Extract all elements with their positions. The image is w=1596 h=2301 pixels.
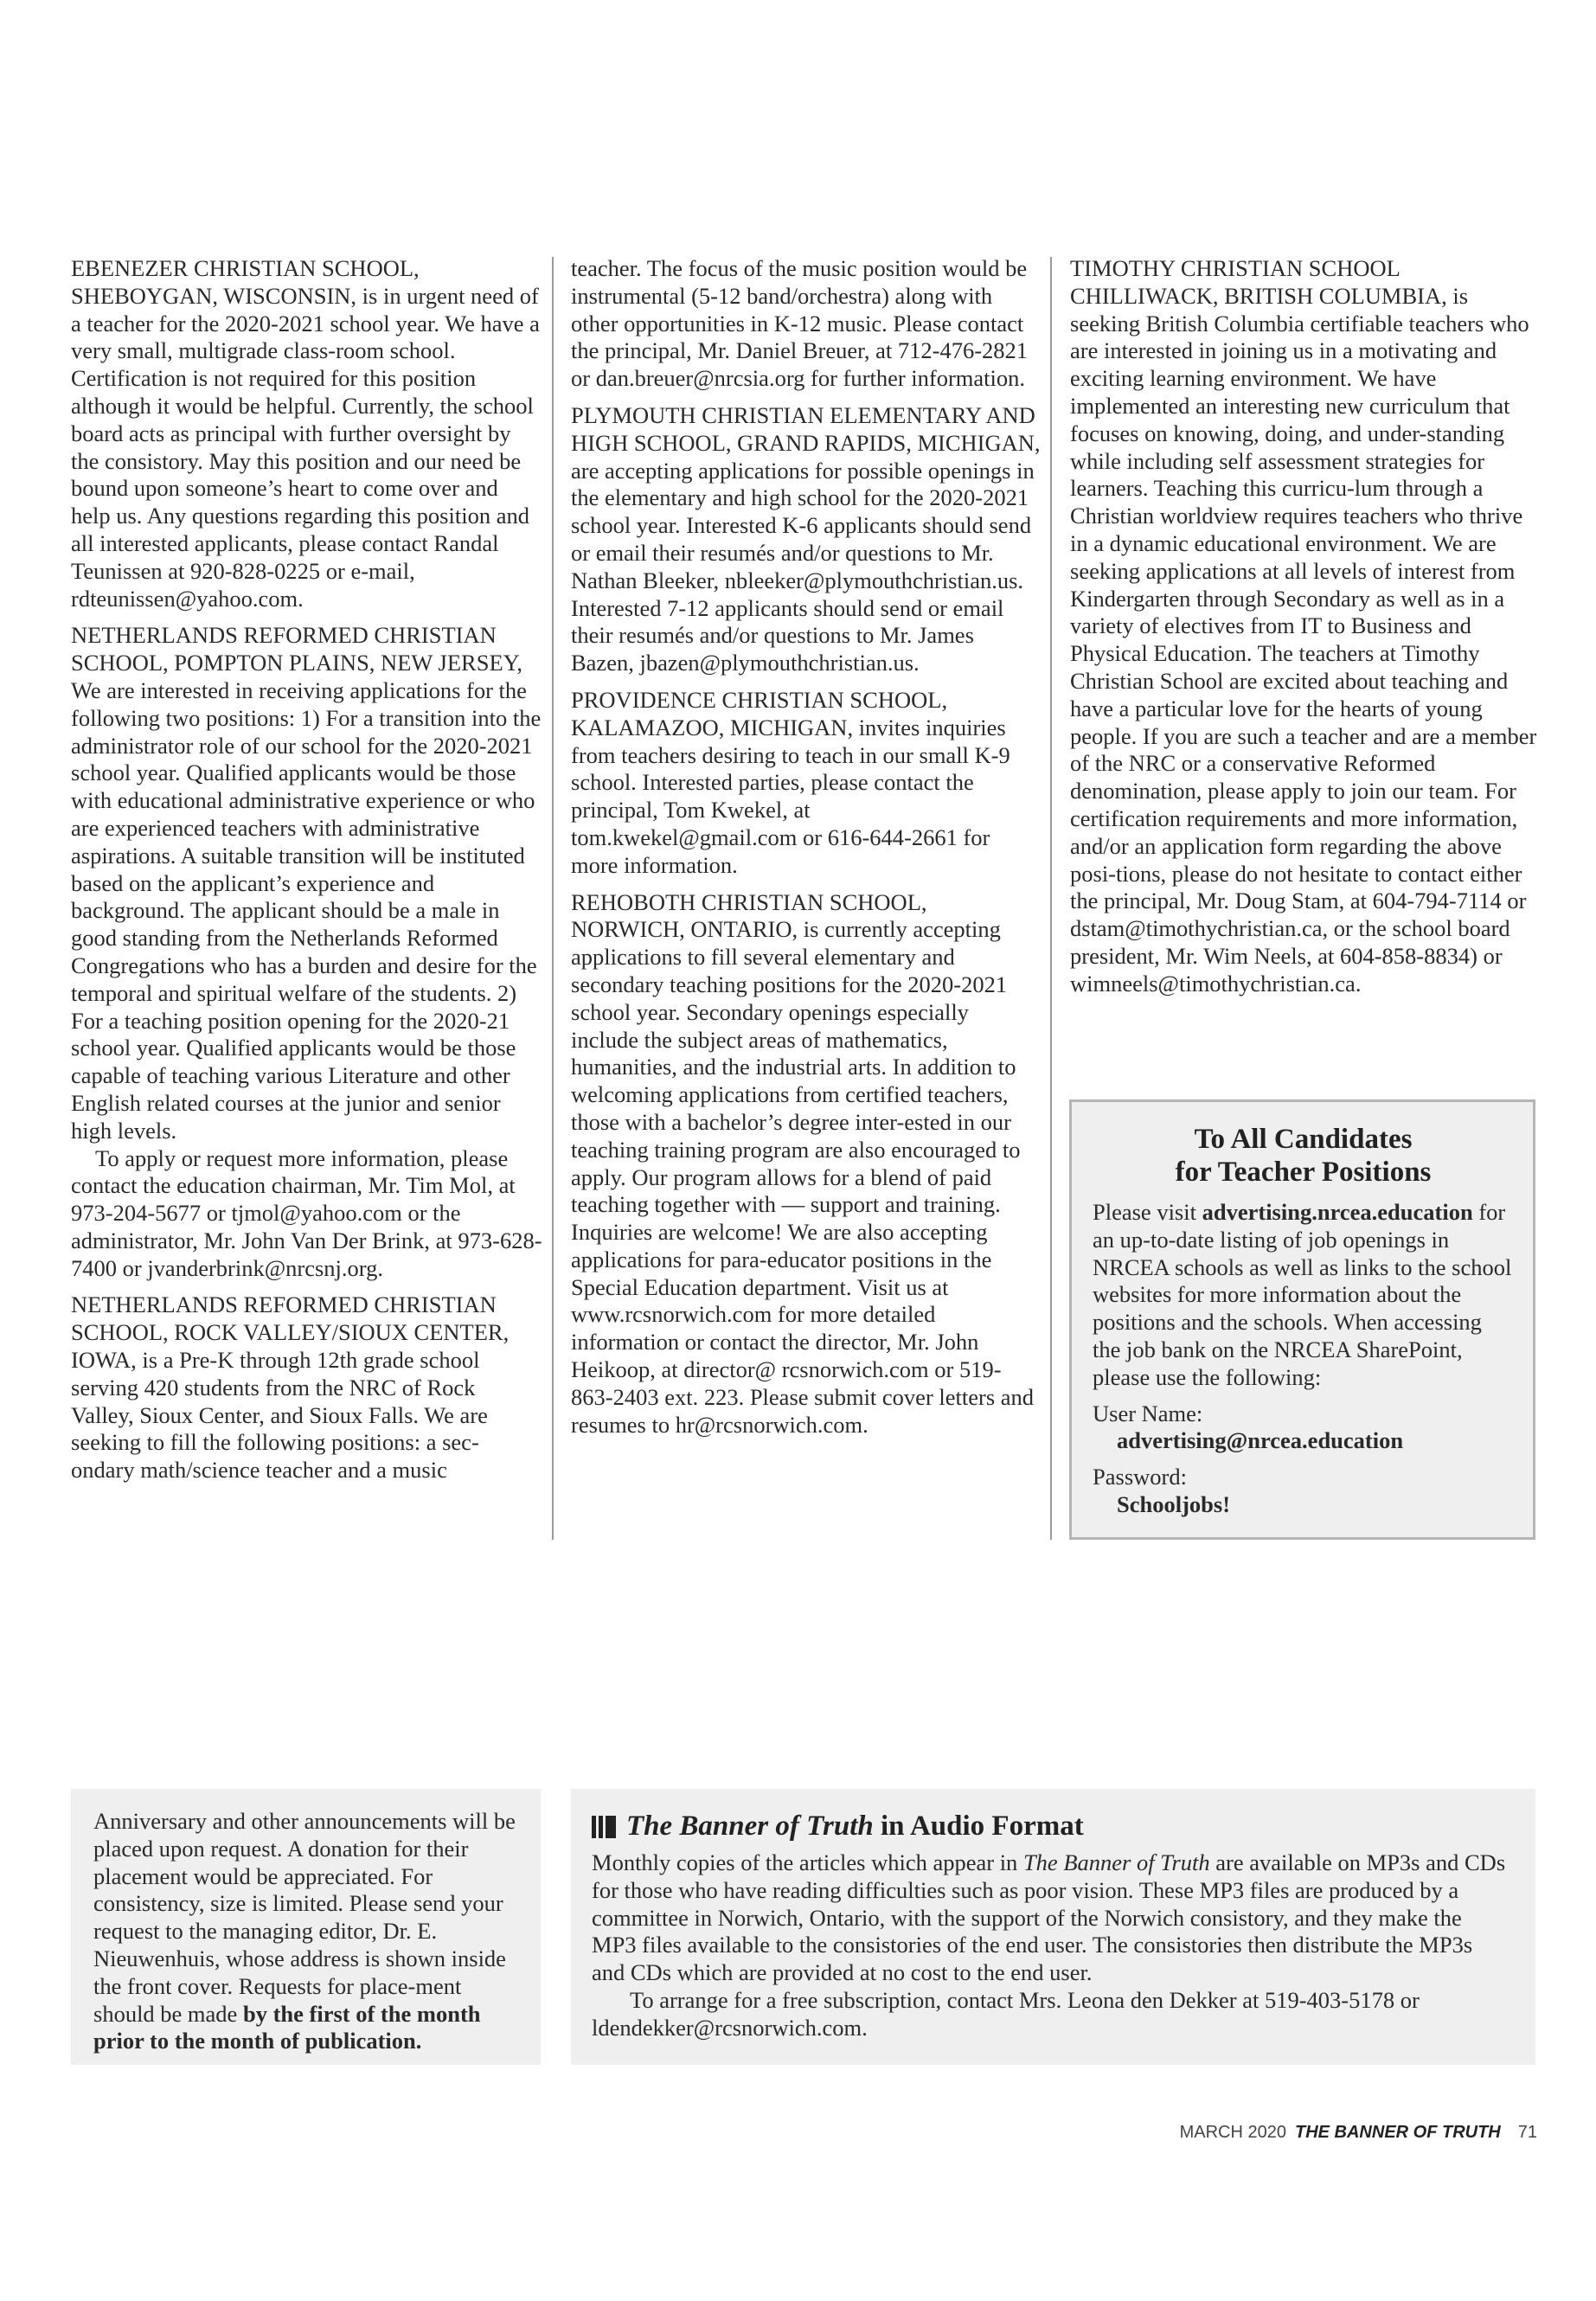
ad-netherlands-rock-valley: NETHERLANDS REFORMED CHRISTIAN SCHOOL, ROCK VALLEY/SIOUX CENTER, IOWA, is a Pre-K through 12th grade school serving 420 students from the NRC of Rock Valley, Sioux Center, and Sioux Falls. We are seeking to fill the following positions: a sec-ondary math/science teacher and a music bbox=[71, 1292, 510, 1484]
page-number: 71 bbox=[1517, 2123, 1537, 2142]
column-1 bbox=[71, 255, 542, 1494]
password-block: Password: Schooljobs! bbox=[1093, 1464, 1231, 1517]
ad-plymouth: PLYMOUTH CHRISTIAN ELEMENTARY AND HIGH SCHOOL, GRAND RAPIDS, MICHIGAN, are accepting applications for possible openings in the elementary and high school for the 2020-2021 school year. Interested K-6 applicants should send or email their resumés and/or questions to Mr. Nathan Bleeker, nbleeker@plymouthchristian.us. Interested 7-12 applicants should send or email their resumés and/or questions to Mr. James Bazen, jbazen@plymouthchristian.us. bbox=[571, 401, 1041, 676]
candidates-info-box bbox=[1069, 1099, 1535, 1540]
announcements-box bbox=[71, 1789, 541, 2065]
job-bank-link[interactable]: advertising.nrcea.education bbox=[1202, 1199, 1473, 1225]
audio-body: Monthly copies of the articles which appear in The Banner of Truth are available on MP3s and CDs for those who have reading difficulties such as poor vision. These MP3 files are produced by a committee in Norwich, Ontario, with the support of the Norwich consistory, and they make the MP3 files available to the consistories of the end user. The consistories then distribute the MP3s and CDs which are provided at no cost to the end user. bbox=[592, 1849, 1506, 1986]
ad-rock-valley-continued: teacher. The focus of the music position would be instrumental (5-12 band/orchestra) along with other opportunities in K-12 music. Please contact the principal, Mr. Daniel Breuer, at 712-476-2821 or dan.breuer@nrcsia.org for further information. bbox=[571, 255, 1029, 392]
announcements-deadline: by the first of the month prior to the month of publication. bbox=[93, 2000, 481, 2054]
ad-netherlands-pompton-contact: To apply or request more information, please contact the education chairman, Mr. Tim Mol, at 973-204-5677 or tjmol@yahoo.com or the administrator, Mr. John Van Der Brink, at 973-628-7400 or jvanderbrink@nrcsnj.org. bbox=[71, 1144, 542, 1281]
column-divider bbox=[552, 257, 554, 1540]
ad-rehoboth: REHOBOTH CHRISTIAN SCHOOL, NORWICH, ONTARIO, is currently accepting applications to fill several elementary and secondary teaching positions for the 2020-2021 school year. Secondary openings especially include the subject areas of mathematics, humanities, and the industrial arts. In addition to welcoming applications from certified teachers, those with a bachelor’s degree inter-ested in our teaching training program are also encouraged to apply. Our program allows for a blend of paid teaching together with — support and training. Inquiries are welcome! We are also accepting applications for para-educator positions in the Special Education department. Visit us at www.rcsnorwich.com for more detailed information or contact the director, Mr. John Heikoop, at director@ rcsnorwich.com or 519-863-2403 ext. 223. Please submit cover letters and resumes to hr@rcsnorwich.com. bbox=[571, 888, 1035, 1438]
ad-providence: PROVIDENCE CHRISTIAN SCHOOL, KALAMAZOO, MICHIGAN, invites inquiries from teachers desiring to teach in our small K-9 school. Interested parties, please contact the principal, Tom Kwekel, at tom.kwekel@gmail.com or 616-644-2661 for more information. bbox=[571, 686, 1010, 878]
ad-ebenezer: EBENEZER CHRISTIAN SCHOOL, SHEBOYGAN, WISCONSIN, is in urgent need of a teacher for the 2020-2021 school year. We have a very small, multigrade class-room school. Certification is not required for this position although it would be helpful. Currently, the school board acts as principal with further oversight by the consistory. May this position and our need be bound upon someone’s heart to come over and help us. Any questions regarding this position and all interested applicants, please contact Randal Teunissen at 920-828-0225 or e-mail, rdteunissen@yahoo.com. bbox=[71, 255, 540, 612]
password-value: Schooljobs! bbox=[1117, 1490, 1231, 1517]
audio-subscription: To arrange for a free subscription, contact Mrs. Leona den Dekker at 519-403-5178 or ldendekker@rcsnorwich.com. bbox=[592, 1986, 1420, 2041]
audio-bars-icon bbox=[592, 1814, 618, 1838]
username-value: advertising@nrcea.education bbox=[1117, 1427, 1404, 1454]
page-footer bbox=[1038, 2123, 1537, 2143]
audio-format-box bbox=[571, 1789, 1535, 2065]
ad-netherlands-pompton: NETHERLANDS REFORMED CHRISTIAN SCHOOL, POMPTON PLAINS, NEW JERSEY, We are interested in receiving applications for the following two positions: 1) For a transition into the administrator role of our school for the 2020-2021 school year. Qualified applicants would be those with educational administrative experience or who are experienced teachers with administrative aspirations. A suitable transition will be instituted based on the applicant’s experience and background. The applicant should be a male in good standing from the Netherlands Reformed Congregations who has a burden and desire for the temporal and spiritual welfare of the students. 2) For a teaching position opening for the 2020-21 school year. Qualified applicants would be those capable of teaching various Literature and other English related courses at the junior and senior high levels. bbox=[71, 622, 542, 1144]
username-block: User Name: advertising@nrcea.education bbox=[1093, 1400, 1404, 1454]
column-3 bbox=[1070, 255, 1537, 1008]
candidates-body: Please visit advertising.nrcea.education for an up-to-date listing of job openings in NRCEA schools as well as links to the school websites for more information about the positions and the schools. When accessing the job bank on the NRCEA SharePoint, please use the following: bbox=[1093, 1199, 1512, 1390]
footer-publication: THE BANNER OF TRUTH bbox=[1294, 2123, 1501, 2142]
column-divider bbox=[1050, 257, 1052, 1540]
announcements-body: Anniversary and other announcements will be placed upon request. A donation for their placement would be appreciated. For consistency, size is limited. Please send your request to the managing editor, Dr. E. Nieuwenhuis, whose address is shown inside the front cover. Requests for place-ment should be made bbox=[93, 1808, 516, 2027]
column-2 bbox=[571, 255, 1041, 1448]
audio-title: The Banner of Truth in Audio Format bbox=[592, 1808, 1509, 1844]
candidates-title: To All Candidates for Teacher Positions bbox=[1175, 1124, 1432, 1188]
footer-date: MARCH 2020 bbox=[1179, 2123, 1286, 2142]
ad-timothy: TIMOTHY CHRISTIAN SCHOOL CHILLIWACK, BRITISH COLUMBIA, is seeking British Columbia certifiable teachers who are interested in joining us in a motivating and exciting learning environment. We have implemented an interesting new curriculum that focuses on knowing, doing, and under-standing while including self assessment strategies for learners. Teaching this curricu-lum through a Christian worldview requires teachers who thrive in a dynamic educational environment. We are seeking applications at all levels of interest from Kindergarten through Secondary as well as in a variety of electives from IT to Business and Physical Education. The teachers at Timothy Christian School are excited about teaching and have a particular love for the hearts of young people. If you are such a teacher and are a member of the NRC or a conservative Reformed denomination, please apply to join our team. For certification requirements and more information, and/or an application form regarding the above posi-tions, please do not hesitate to contact either the principal, Mr. Doug Stam, at 604-794-7114 or dstam@timothychristian.ca, or the school board president, Mr. Wim Neels, at 604-858-8834) or wimneels@timothychristian.ca. bbox=[1070, 255, 1537, 997]
